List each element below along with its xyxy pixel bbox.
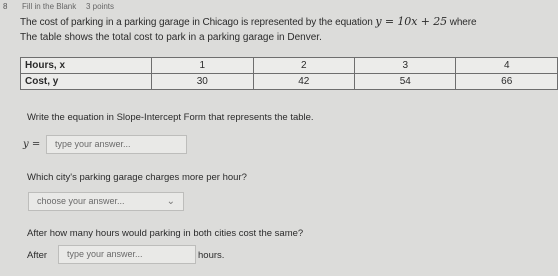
table-cell: 30 [152, 74, 253, 90]
dropdown-placeholder: choose your answer... [37, 196, 125, 206]
table-cell: 4 [456, 58, 558, 74]
question-stem-line1 [20, 15, 476, 28]
part2-prompt: Which city's parking garage charges more per hour? [27, 172, 247, 183]
table-cell: 3 [355, 58, 456, 74]
equation-label: y = [23, 139, 41, 150]
question-stem-line2: The table shows the total cost to park in a parking garage in Denver. [20, 32, 322, 43]
equation-answer-input[interactable]: type your answer... [46, 135, 187, 154]
table-cell: 2 [253, 58, 354, 74]
chevron-down-icon: ⌄ [166, 196, 175, 207]
table-cell: 1 [152, 58, 253, 74]
stem-text: The cost of parking in a parking garage in Chicago is represented by the equation [20, 17, 373, 28]
question-number: 8 [3, 2, 8, 11]
denver-cost-table [20, 57, 558, 90]
stem-suffix: where [449, 17, 477, 28]
part3-prompt: After how many hours would parking in both cities cost the same? [27, 228, 304, 239]
table-cell: 54 [355, 74, 456, 90]
question-points: 3 points [86, 2, 115, 11]
chicago-equation: y = 10x + 25 [375, 15, 448, 28]
hours-suffix: hours. [198, 250, 225, 261]
table-row [21, 58, 558, 74]
after-label: After [27, 250, 48, 261]
hours-answer-input[interactable]: type your answer... [58, 245, 196, 264]
city-answer-dropdown[interactable] [28, 192, 184, 211]
table-cell: 42 [253, 74, 354, 90]
part1-prompt: Write the equation in Slope-Intercept Form that represents the table. [27, 112, 314, 123]
table-cell: 66 [456, 74, 558, 90]
table-row [21, 74, 558, 90]
question-type: Fill in the Blank [22, 2, 77, 11]
row-header: Hours, x [21, 58, 152, 74]
row-header: Cost, y [21, 74, 152, 90]
